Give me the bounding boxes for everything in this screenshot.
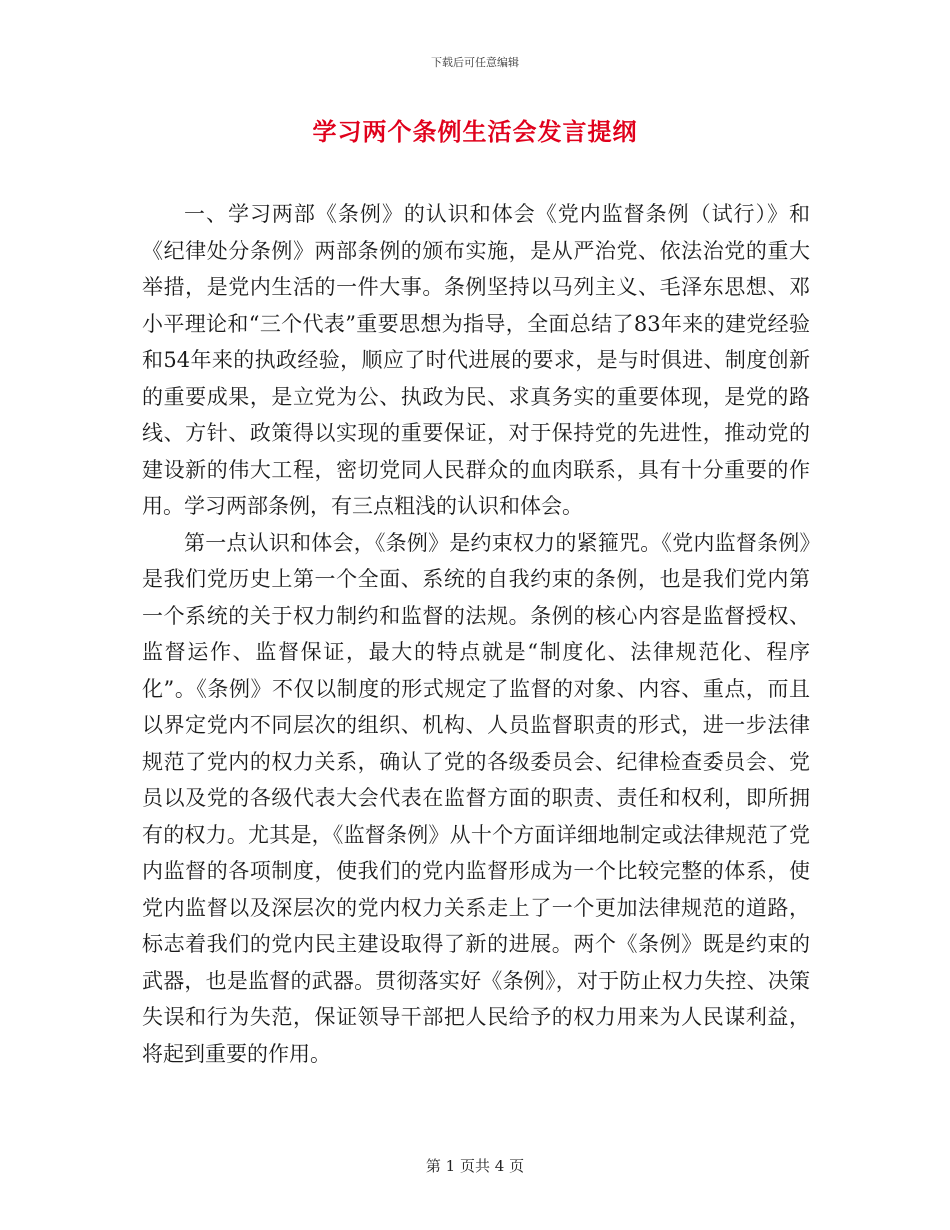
page-number: 第 1 页共 4 页 xyxy=(425,1157,525,1175)
paragraph-1: 一、学习两部《条例》的认识和体会《党内监督条例（试行）》和《纪律处分条例》两部条例的颁布实施，是从严治党、依法治党的重大举措，是党内生活的一件大事。条例坚持以马列主义、毛泽东思想、邓小平理论和“三个代表”重要思想为指导，全面总结了83年来的建党经验和54年来的执政经验，顺应了时代进展的要求，是与时俱进、制度创新的重要成果，是立党为公、执政为民、求真务实的重要体现，是党的路线、方针、政策得以实现的重要保证，对于保持党的先进性，推动党的建设新的伟大工程，密切党同人民群众的血肉联系，具有十分重要的作用。学习两部条例，有三点粗浅的认识和体会。 xyxy=(142,202,810,518)
document-body xyxy=(142,196,810,1072)
paragraph-2: 第一点认识和体会，《条例》是约束权力的紧箍咒。《党内监督条例》是我们党历史上第一个全面、系统的自我约束的条例，也是我们党内第一个系统的关于权力制约和监督的法规。条例的核心内容是监督授权、监督运作、监督保证，最大的特点就是“制度化、法律规范化、程序化”。《条例》不仅以制度的形式规定了监督的对象、内容、重点，而且以界定党内不同层次的组织、机构、人员监督职责的形式，进一步法律规范了党内的权力关系，确认了党的各级委员会、纪律检查委员会、党员以及党的各级代表大会代表在监督方面的职责、责任和权利，即所拥有的权力。尤其是，《监督条例》从十个方面详细地制定或法律规范了党内监督的各项制度，使我们的党内监督形成为一个比较完整的体系，使党内监督以及深层次的党内权力关系走上了一个更加法律规范的道路，标志着我们的党内民主建设取得了新的进展。两个《条例》既是约束的武器，也是监督的武器。贯彻落实好《条例》，对于防止权力失控、决策失误和行为失范，保证领导干部把人民给予的权力用来为人民谋利益，将起到重要的作用。 xyxy=(142,530,810,1066)
document-title: 学习两个条例生活会发言提纲 xyxy=(312,118,638,146)
header-note: 下载后可任意编辑 xyxy=(431,56,519,69)
